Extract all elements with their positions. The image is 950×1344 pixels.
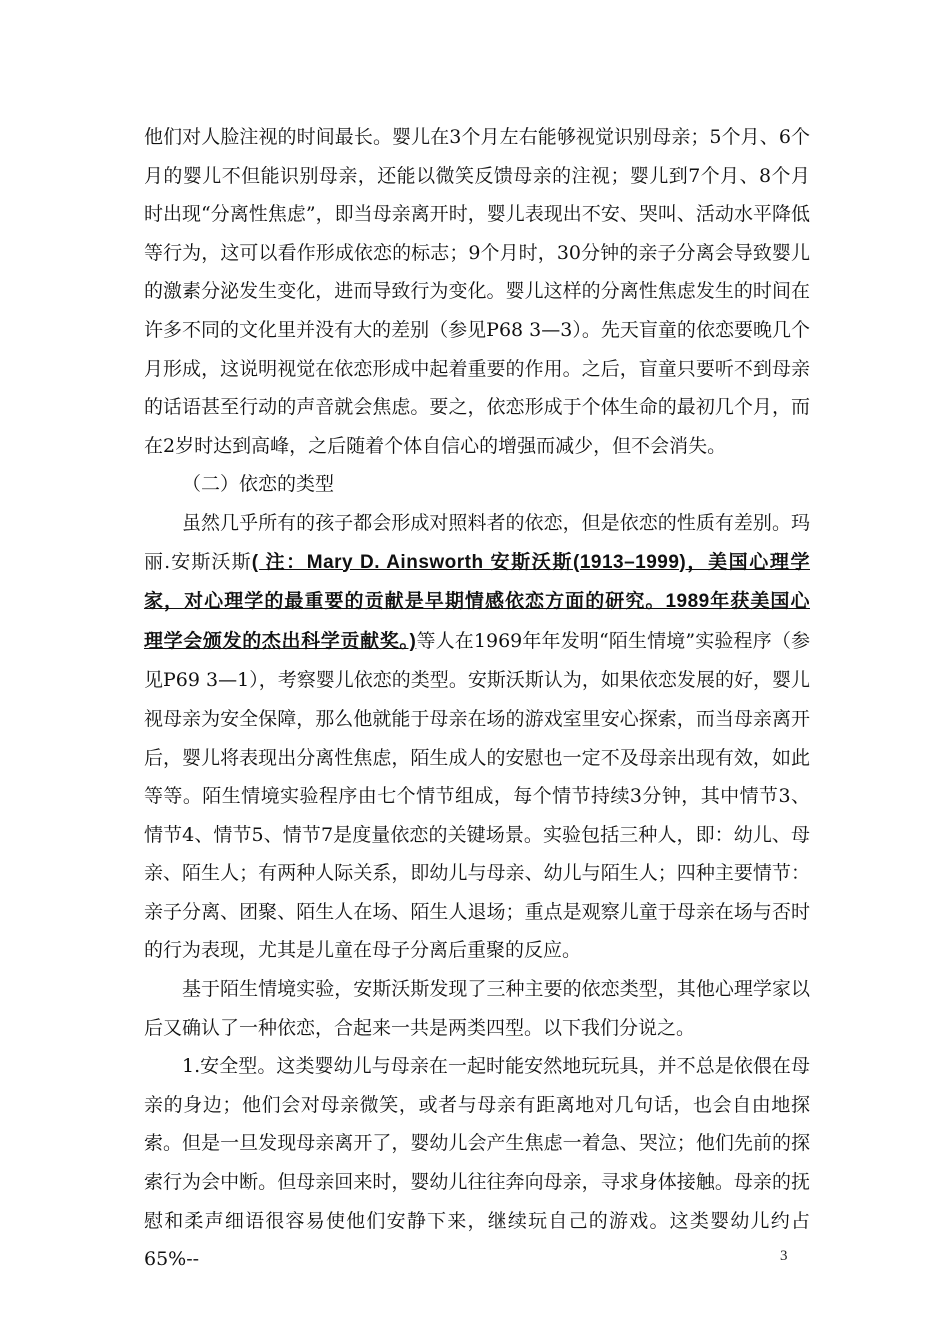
paragraph-4: 1.安全型。这类婴幼儿与母亲在一起时能安然地玩玩具，并不总是依偎在母亲的身边；他们会对母亲微笑，或者与母亲有距离地对几句话，也会自由地探索。但是一旦发现母亲离开了，婴幼儿会产生焦虑一着急、哭泣；他们先前的探索行为会中断。但母亲回来时，婴幼儿往往奔向母亲，寻求身体接触。母亲的抚慰和柔声细语很容易使他们安静下来，继续玩自己的游戏。这类婴幼儿约占65%-- bbox=[144, 1055, 810, 1271]
paragraph-2-rest: 等人在1969年年发明“陌生情境”实验程序（参见P69 3—1），考察婴儿依恋的类型。安斯沃斯认为，如果依恋发展的好，婴儿视母亲为安全保障，那么他就能于母亲在场的游戏室里安心探索，而当母亲离开后，婴儿将表现出分离性焦虑，陌生成人的安慰也一定不及母亲出现有效，如此等等。陌生情境实验程序由七个情节组成，每个情节持续3分钟，其中情节3、情节4、情节5、情节7是度量依恋的关键场景。实验包括三种人，即：幼儿、母亲、陌生人；有两种人际关系，即幼儿与母亲、幼儿与陌生人；四种主要情节：亲子分离、团聚、陌生人在场、陌生人退场；重点是观察儿童于母亲在场与否时的行为表现，尤其是儿童在母子分离后重聚的反应。 bbox=[144, 629, 810, 962]
paragraph-1: 他们对人脸注视的时间最长。婴儿在3个月左右能够视觉识别母亲；5个月、6个月的婴儿不但能识别母亲，还能以微笑反馈母亲的注视；婴儿到7个月、8个月时出现“分离性焦虑”，即当母亲离开时，婴儿表现出不安、哭叫、活动水平降低等行为，这可以看作形成依恋的标志；9个月时，30分钟的亲子分离会导致婴儿的激素分泌发生变化，进而导致行为变化。婴儿这样的分离性焦虑发生的时间在许多不同的文化里并没有大的差别（参见P68 3—3）。先天盲童的依恋要晚几个月形成，这说明视觉在依恋形成中起着重要的作用。之后，盲童只要听不到母亲的话语甚至行动的声音就会焦虑。要之，依恋形成于个体生命的最初几个月，而在2岁时达到高峰，之后随着个体自信心的增强而减少，但不会消失。 bbox=[144, 126, 810, 457]
inline-note: ( 注：Mary D. Ainsworth 安斯沃斯(1913–1999)，美国心理学家，对心理学的最重要的贡献是早期情感依恋方面的研究。1989年获美国心理学会颁发的杰出科学贡献奖。) bbox=[144, 551, 810, 652]
document-body bbox=[144, 118, 810, 1279]
section-heading: （二）依恋的类型 bbox=[182, 473, 335, 496]
paragraph-3: 基于陌生情境实验，安斯沃斯发现了三种主要的依恋类型，其他心理学家以后又确认了一种依恋，合起来一共是两类四型。以下我们分说之。 bbox=[144, 978, 810, 1039]
paragraph-2-start: 虽然几乎所有的孩子都会形成对照料者的依恋，但是依恋的性质有差别。玛丽.安斯沃斯 bbox=[144, 511, 810, 573]
page-number: 3 bbox=[780, 1248, 788, 1264]
paragraph-2 bbox=[144, 504, 810, 970]
